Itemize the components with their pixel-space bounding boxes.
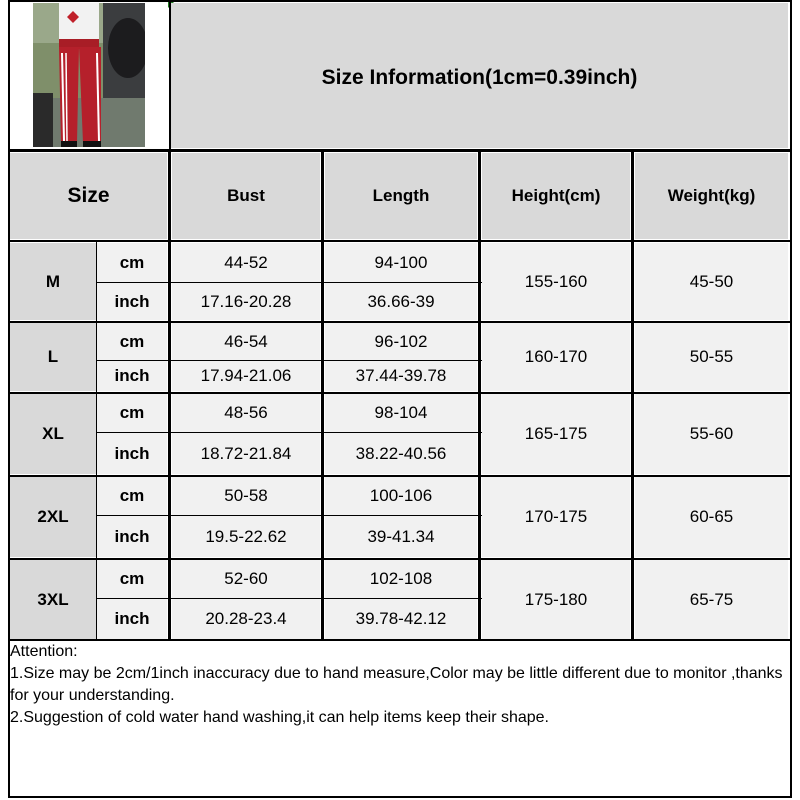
hline-m-mid — [96, 282, 482, 283]
header-size-label: Size — [67, 184, 110, 207]
row-3xl-height — [482, 560, 630, 639]
header-weight-label: Weight(kg) — [667, 186, 756, 205]
row-3xl-bust-in — [172, 599, 320, 639]
frame-bottom — [8, 796, 792, 798]
row-m-unit-inch — [97, 283, 167, 320]
row-xl-unit-inch — [97, 433, 167, 474]
hline-after-l — [8, 392, 792, 394]
row-3xl-size — [10, 560, 96, 639]
hline-2xl-mid — [96, 515, 482, 516]
title-left-border — [169, 0, 171, 150]
cell-value: 37.44-39.78 — [355, 366, 447, 385]
cell-value: 36.66-39 — [367, 291, 435, 311]
cell-value: 65-75 — [689, 589, 734, 609]
frame-right — [790, 0, 792, 798]
row-xl-unit-cm — [97, 394, 167, 432]
hline-under-title — [8, 149, 792, 152]
notes-attention: Attention: — [10, 643, 78, 660]
unit-label: inch — [114, 291, 150, 311]
cell-value: 94-100 — [374, 252, 428, 272]
row-xl-length-cm — [325, 394, 477, 432]
unit-label: inch — [114, 609, 150, 628]
size-label: 2XL — [37, 507, 69, 526]
row-l-unit-inch — [97, 361, 167, 391]
row-l-unit-cm — [97, 323, 167, 360]
vline-size-unit — [96, 241, 97, 640]
row-m-height — [482, 243, 630, 320]
cell-value: 170-175 — [524, 507, 588, 526]
row-2xl-size — [10, 477, 96, 557]
frame-top — [8, 0, 792, 2]
row-l-bust-in — [172, 361, 320, 391]
row-xl-bust-cm — [172, 394, 320, 432]
cell-value: 17.16-20.28 — [200, 291, 292, 311]
row-2xl-height — [482, 477, 630, 557]
row-3xl-unit-cm — [97, 560, 167, 598]
size-label: 3XL — [37, 589, 69, 609]
cell-value: 44-52 — [224, 252, 268, 272]
row-xl-length-in — [325, 433, 477, 474]
row-2xl-unit-cm — [97, 477, 167, 515]
cell-value: 100-106 — [369, 486, 433, 505]
cell-value: 17.94-21.06 — [200, 366, 292, 385]
header-weight — [635, 153, 788, 239]
row-3xl-length-in — [325, 599, 477, 639]
size-label: XL — [42, 424, 64, 443]
row-l-length-cm — [325, 323, 477, 360]
notes-line-2: 2.Suggestion of cold water hand washing,it can help items keep their shape. — [10, 709, 549, 726]
unit-label: cm — [119, 252, 145, 272]
cell-value: 46-54 — [224, 331, 268, 351]
cell-value: 55-60 — [689, 424, 734, 443]
unit-label: cm — [119, 403, 145, 422]
cell-value: 50-55 — [689, 347, 734, 366]
row-l-length-in — [325, 361, 477, 391]
row-3xl-length-cm — [325, 560, 477, 598]
row-m-bust-in — [172, 283, 320, 320]
cell-value: 39.78-42.12 — [355, 609, 447, 628]
size-label: M — [45, 271, 61, 291]
header-bust-label: Bust — [227, 186, 265, 205]
row-xl-height — [482, 394, 630, 474]
row-2xl-length-in — [325, 516, 477, 557]
cell-value: 160-170 — [524, 347, 588, 366]
product-photo — [33, 3, 145, 147]
unit-label: cm — [119, 331, 145, 351]
cell-value: 155-160 — [524, 271, 588, 291]
hline-3xl-mid — [96, 598, 482, 599]
row-m-bust-cm — [172, 243, 320, 282]
cell-value: 98-104 — [374, 403, 428, 422]
hline-l-mid — [96, 360, 482, 361]
row-3xl-bust-cm — [172, 560, 320, 598]
row-2xl-bust-in — [172, 516, 320, 557]
cell-value: 18.72-21.84 — [200, 443, 292, 463]
unit-label: cm — [119, 569, 145, 588]
row-l-height — [482, 323, 630, 391]
header-length — [325, 153, 477, 239]
unit-label: inch — [114, 443, 150, 463]
header-size — [10, 153, 167, 239]
unit-label: cm — [119, 486, 145, 505]
notes-line-1: 1.Size may be 2cm/1inch inaccuracy due to hand measure,Color may be little different due to monitor ,thanks for your understanding. — [10, 665, 788, 704]
hline-after-xl — [8, 475, 792, 477]
header-bust — [172, 153, 320, 239]
header-height-label: Height(cm) — [511, 186, 601, 205]
row-m-weight — [635, 243, 788, 320]
cell-value: 165-175 — [524, 424, 588, 443]
size-label: L — [47, 347, 59, 366]
cell-value: 52-60 — [224, 569, 268, 588]
row-xl-size — [10, 394, 96, 474]
row-3xl-unit-inch — [97, 599, 167, 639]
row-2xl-length-cm — [325, 477, 477, 515]
cell-value: 60-65 — [689, 507, 734, 526]
cell-value: 45-50 — [689, 271, 734, 291]
row-l-bust-cm — [172, 323, 320, 360]
cell-value: 175-180 — [524, 589, 588, 609]
row-l-size — [10, 323, 96, 391]
row-3xl-weight — [635, 560, 788, 639]
unit-label: inch — [114, 526, 150, 546]
row-xl-bust-in — [172, 433, 320, 474]
row-xl-weight — [635, 394, 788, 474]
hline-xl-mid — [96, 432, 482, 433]
cell-value: 39-41.34 — [367, 526, 435, 546]
header-height — [482, 153, 630, 239]
row-2xl-unit-inch — [97, 516, 167, 557]
cell-value: 96-102 — [374, 331, 428, 351]
hline-after-2xl — [8, 558, 792, 560]
cell-value: 20.28-23.4 — [205, 609, 287, 628]
product-photo-image — [33, 3, 145, 147]
vline-after-size — [168, 151, 171, 640]
row-2xl-bust-cm — [172, 477, 320, 515]
row-m-length-cm — [325, 243, 477, 282]
notes-section — [10, 641, 790, 729]
hline-under-header — [8, 240, 792, 242]
row-l-weight — [635, 323, 788, 391]
hline-after-m — [8, 321, 792, 323]
row-m-unit-cm — [97, 243, 167, 282]
header-length-label: Length — [372, 186, 430, 205]
cell-value: 38.22-40.56 — [355, 443, 447, 463]
vline-after-bust — [321, 151, 324, 640]
cell-value: 50-58 — [224, 486, 268, 505]
vline-after-height — [631, 151, 634, 640]
row-m-length-in — [325, 283, 477, 320]
title-cell — [171, 3, 788, 148]
row-m-size — [10, 243, 96, 320]
vline-after-length — [478, 151, 481, 640]
cell-value: 102-108 — [369, 569, 433, 588]
unit-label: inch — [114, 366, 150, 385]
cell-value: 48-56 — [224, 403, 268, 422]
cell-value: 19.5-22.62 — [205, 526, 287, 546]
row-2xl-weight — [635, 477, 788, 557]
page-title: Size Information(1cm=0.39inch) — [321, 65, 638, 89]
